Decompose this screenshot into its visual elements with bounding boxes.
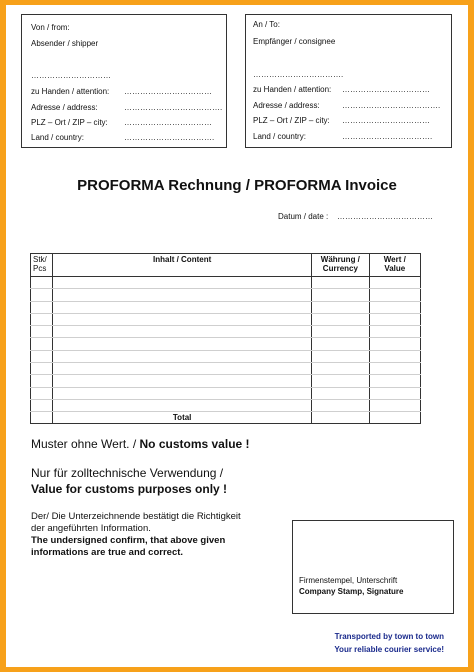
qty-cell[interactable] <box>31 313 53 325</box>
content-cell[interactable] <box>53 338 312 350</box>
currency-cell[interactable] <box>312 313 369 325</box>
table-row <box>31 399 421 411</box>
footer-transported-prefix: Transported by <box>334 632 393 641</box>
qty-cell[interactable] <box>31 363 53 375</box>
sender-address-dots: ………………………………. <box>124 103 223 112</box>
sender-city-dots: …………………………… <box>124 118 212 127</box>
total-qty-cell <box>31 412 53 424</box>
footer-company-name: town to town <box>394 632 444 641</box>
sender-header: Von / from: <box>31 23 70 32</box>
content-cell[interactable] <box>53 277 312 289</box>
recipient-city-label: PLZ – Ort / ZIP – city: <box>253 116 330 125</box>
currency-header-line1: Währung / <box>320 255 360 264</box>
footer-transported-line <box>335 632 444 641</box>
shipper-name-dots: ………………………… <box>31 71 111 80</box>
invoice-page <box>6 5 468 667</box>
no-customs-value-bold: No customs value ! <box>139 437 250 451</box>
table-row <box>31 277 421 289</box>
recipient-header: An / To: <box>253 20 280 29</box>
recipient-country-dots: ……………………………. <box>342 132 433 141</box>
qty-cell[interactable] <box>31 326 53 338</box>
currency-cell[interactable] <box>312 277 369 289</box>
qty-cell[interactable] <box>31 399 53 411</box>
sender-city-label: PLZ – Ort / ZIP – city: <box>31 118 108 127</box>
recipient-city-dots: …………………………… <box>342 116 430 125</box>
currency-cell[interactable] <box>312 301 369 313</box>
content-cell[interactable] <box>53 363 312 375</box>
total-currency-cell[interactable] <box>312 412 369 424</box>
currency-cell[interactable] <box>312 363 369 375</box>
table-row <box>31 301 421 313</box>
sender-attention-label: zu Handen / attention: <box>31 87 110 96</box>
consignee-label: Empfänger / consignee <box>253 37 336 46</box>
confirm-en-line2: informations are true and correct. <box>31 547 184 558</box>
value-cell[interactable] <box>369 313 420 325</box>
qty-cell[interactable] <box>31 375 53 387</box>
confirm-de-line2: der angeführten Information. <box>31 523 151 534</box>
value-header-line2: Value <box>384 264 406 273</box>
currency-cell[interactable] <box>312 387 369 399</box>
table-row <box>31 326 421 338</box>
content-cell[interactable] <box>53 289 312 301</box>
table-row <box>31 338 421 350</box>
qty-header-line2: Pcs <box>33 264 47 273</box>
consignee-name-dots: ……………………………. <box>253 70 344 79</box>
customs-purpose-line1: Nur für zolltechnische Verwendung / <box>31 466 224 480</box>
content-cell[interactable] <box>53 399 312 411</box>
customs-purpose-line2: Value for customs purposes only ! <box>31 482 228 496</box>
date-label: Datum / date : <box>278 212 329 221</box>
sender-address-label: Adresse / address: <box>31 103 98 112</box>
confirm-de-line1: Der/ Die Unterzeichnende bestätigt die Richtigkeit <box>31 511 241 522</box>
value-cell[interactable] <box>369 301 420 313</box>
table-row <box>31 387 421 399</box>
total-row <box>31 412 421 424</box>
sender-attention-dots: …………………………… <box>124 87 212 96</box>
value-cell[interactable] <box>369 363 420 375</box>
table-body <box>31 277 421 424</box>
table-row <box>31 375 421 387</box>
value-cell[interactable] <box>369 326 420 338</box>
value-cell[interactable] <box>369 350 420 362</box>
content-cell[interactable] <box>53 350 312 362</box>
signature-box[interactable] <box>292 520 454 614</box>
sender-country-label: Land / country: <box>31 133 84 142</box>
table-row <box>31 350 421 362</box>
value-header-line1: Wert / <box>383 255 406 264</box>
table-header-row <box>31 254 421 277</box>
currency-cell[interactable] <box>312 289 369 301</box>
total-label: Total <box>53 412 312 424</box>
invoice-table <box>30 253 421 424</box>
currency-header-line2: Currency <box>322 264 358 273</box>
no-customs-value-line <box>31 437 250 451</box>
value-cell[interactable] <box>369 277 420 289</box>
qty-cell[interactable] <box>31 301 53 313</box>
page-title: PROFORMA Rechnung / PROFORMA Invoice <box>77 177 397 194</box>
qty-header <box>31 254 53 277</box>
content-cell[interactable] <box>53 326 312 338</box>
qty-header-line1: Stk/ <box>33 255 47 264</box>
currency-cell[interactable] <box>312 338 369 350</box>
confirm-en-line1: The undersigned confirm, that above given <box>31 535 226 546</box>
currency-cell[interactable] <box>312 375 369 387</box>
footer-slogan: Your reliable courier service! <box>334 645 444 654</box>
table-row <box>31 363 421 375</box>
currency-cell[interactable] <box>312 350 369 362</box>
content-cell[interactable] <box>53 387 312 399</box>
table-row <box>31 313 421 325</box>
qty-cell[interactable] <box>31 289 53 301</box>
value-cell[interactable] <box>369 387 420 399</box>
date-dots: ……………………………… <box>337 212 433 221</box>
value-cell[interactable] <box>369 375 420 387</box>
qty-cell[interactable] <box>31 338 53 350</box>
qty-cell[interactable] <box>31 350 53 362</box>
qty-cell[interactable] <box>31 277 53 289</box>
shipper-label: Absender / shipper <box>31 39 99 48</box>
signature-label-en: Company Stamp, Signature <box>299 587 404 596</box>
content-cell[interactable] <box>53 301 312 313</box>
content-header: Inhalt / Content <box>53 254 312 277</box>
qty-cell[interactable] <box>31 387 53 399</box>
recipient-attention-dots: …………………………… <box>342 85 430 94</box>
recipient-box <box>245 14 452 148</box>
recipient-address-dots: ………………………………. <box>342 101 441 110</box>
currency-header <box>312 254 369 277</box>
currency-cell[interactable] <box>312 399 369 411</box>
value-cell[interactable] <box>369 399 420 411</box>
table-row <box>31 289 421 301</box>
value-header <box>369 254 420 277</box>
sender-country-dots: ……………………………. <box>124 133 215 142</box>
signature-label-de: Firmenstempel, Unterschrift <box>299 576 398 585</box>
recipient-address-label: Adresse / address: <box>253 101 320 110</box>
total-value-cell[interactable] <box>369 412 420 424</box>
content-cell[interactable] <box>53 313 312 325</box>
currency-cell[interactable] <box>312 326 369 338</box>
content-cell[interactable] <box>53 375 312 387</box>
recipient-attention-label: zu Handen / attention: <box>253 85 332 94</box>
no-customs-value-prefix: Muster ohne Wert. / <box>31 437 137 451</box>
value-cell[interactable] <box>369 338 420 350</box>
sender-box <box>21 14 227 148</box>
value-cell[interactable] <box>369 289 420 301</box>
recipient-country-label: Land / country: <box>253 132 306 141</box>
